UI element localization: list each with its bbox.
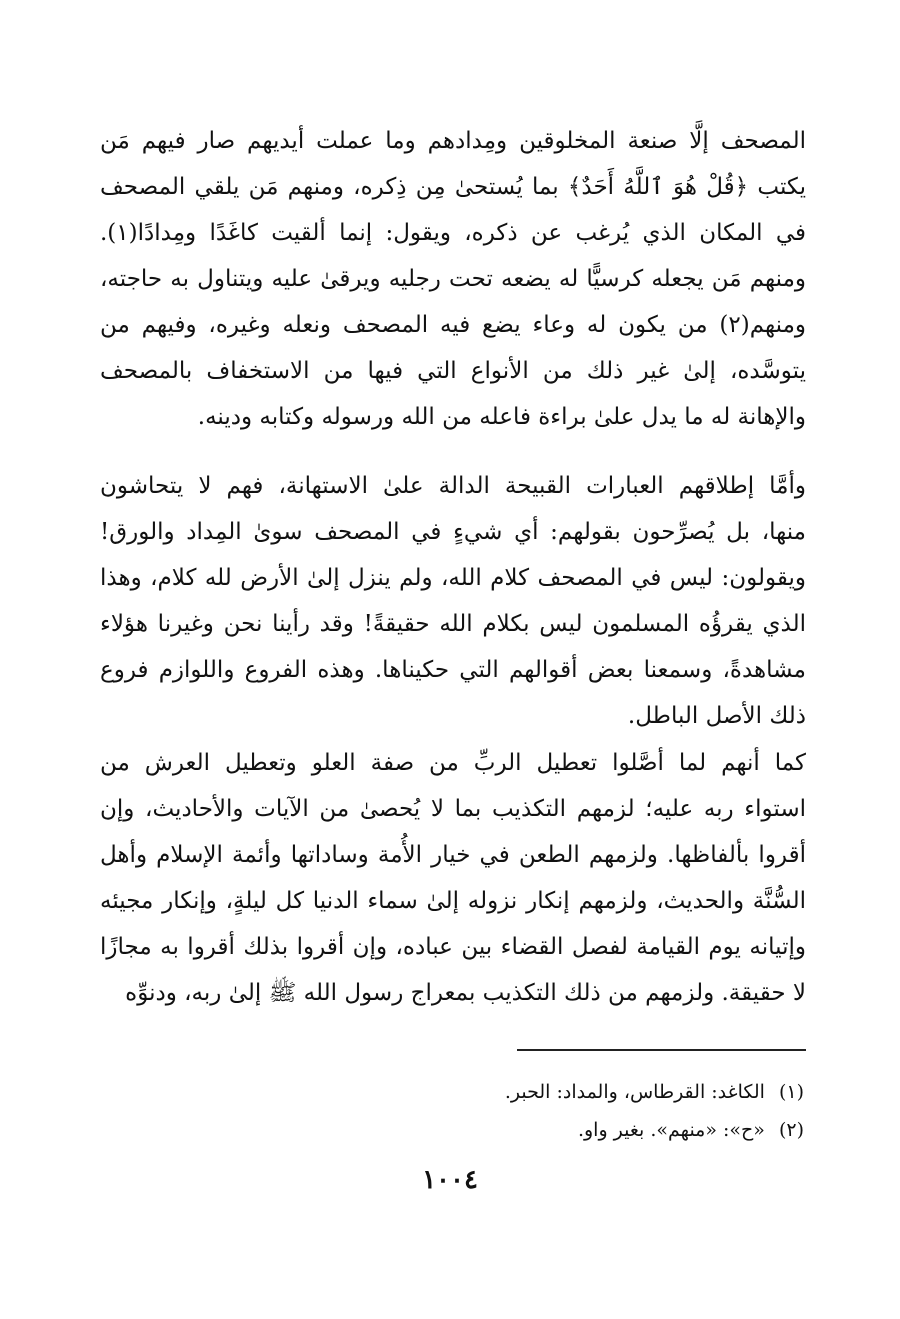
text-line: أقروا بألفاظها. ولزمهم الطعن في خيار الأُمة وساداتها وأئمة الإسلام وأهل [100, 842, 806, 868]
paragraph-2 [100, 463, 806, 739]
footnote-2 [578, 1115, 804, 1145]
text-line: السُّنَّة والحديث، ولزمهم إنكار نزوله إلىٰ سماء الدنيا كل ليلةٍ، وإنكار مجيئه [100, 888, 806, 914]
text-line: ذلك الأصل الباطل. [627, 703, 806, 729]
page-number: ١٠٠٤ [422, 1165, 478, 1195]
text-line: الذي يقرؤُه المسلمون ليس بكلام الله حقيقةً! وقد رأينا نحن وغيرنا هؤلاء [100, 611, 806, 637]
text-line: منها، بل يُصرِّحون بقولهم: أي شيءٍ في المصحف سوىٰ المِداد والورق! [100, 519, 806, 545]
footnote-number: (٢) [778, 1119, 804, 1141]
text-line: يكتب ﴿قُلْ هُوَ ٱللَّهُ أَحَدٌ﴾ بما يُستحىٰ مِن ذِكره، ومنهم مَن يلقي المصحف [100, 174, 806, 200]
text-line: في المكان الذي يُرغب عن ذكره، ويقول: إنما ألقيت كاغَدًا ومِدادًا(١). [100, 220, 806, 246]
footnote-text: الكاغد: القرطاس، والمداد: الحبر. [504, 1081, 765, 1103]
text-line: مشاهدةً، وسمعنا بعض أقوالهم التي حكيناها. وهذه الفروع واللوازم فروع [100, 657, 806, 683]
footnote-1 [505, 1077, 804, 1107]
text-line: والإهانة له ما يدل علىٰ براءة فاعله من الله ورسوله وكتابه ودينه. [197, 404, 806, 430]
text-line: يتوسَّده، إلىٰ غير ذلك من الأنواع التي فيها من الاستخفاف بالمصحف [100, 358, 806, 384]
text-line: كما أنهم لما أصَّلوا تعطيل الربِّ من صفة العلو وتعطيل العرش من [100, 750, 806, 776]
text-line: ومنهم مَن يجعله كرسيًّا له يضعه تحت رجليه ويرقىٰ عليه ويتناول به حاجته، [100, 266, 806, 292]
footnote-separator [517, 1049, 806, 1051]
paragraph-1 [100, 118, 806, 440]
text-line: لا حقيقة. ولزمهم من ذلك التكذيب بمعراج رسول الله ﷺ إلىٰ ربه، ودنوِّه [125, 980, 806, 1006]
text-line: ومنهم(٢) من يكون له وعاء يضع فيه المصحف ونعله وغيره، وفيهم من [100, 312, 806, 338]
footnote-text: «ح»: «منهم». بغير واو. [577, 1119, 765, 1141]
text-line: ويقولون: ليس في المصحف كلام الله، ولم ينزل إلىٰ الأرض لله كلام، وهذا [100, 565, 806, 591]
text-line: استواء ربه عليه؛ لزمهم التكذيب بما لا يُحصىٰ من الآيات والأحاديث، وإن [100, 796, 806, 822]
text-line: وأمَّا إطلاقهم العبارات القبيحة الدالة علىٰ الاستهانة، فهم لا يتحاشون [100, 473, 806, 499]
footnote-number: (١) [778, 1081, 804, 1103]
paragraph-3 [100, 740, 806, 1016]
text-line: المصحف إلَّا صنعة المخلوقين ومِدادهم وما عملت أيديهم صار فيهم مَن [100, 128, 806, 154]
text-line: وإتيانه يوم القيامة لفصل القضاء بين عباده، وإن أقروا بذلك أقروا به مجازًا [100, 934, 806, 960]
